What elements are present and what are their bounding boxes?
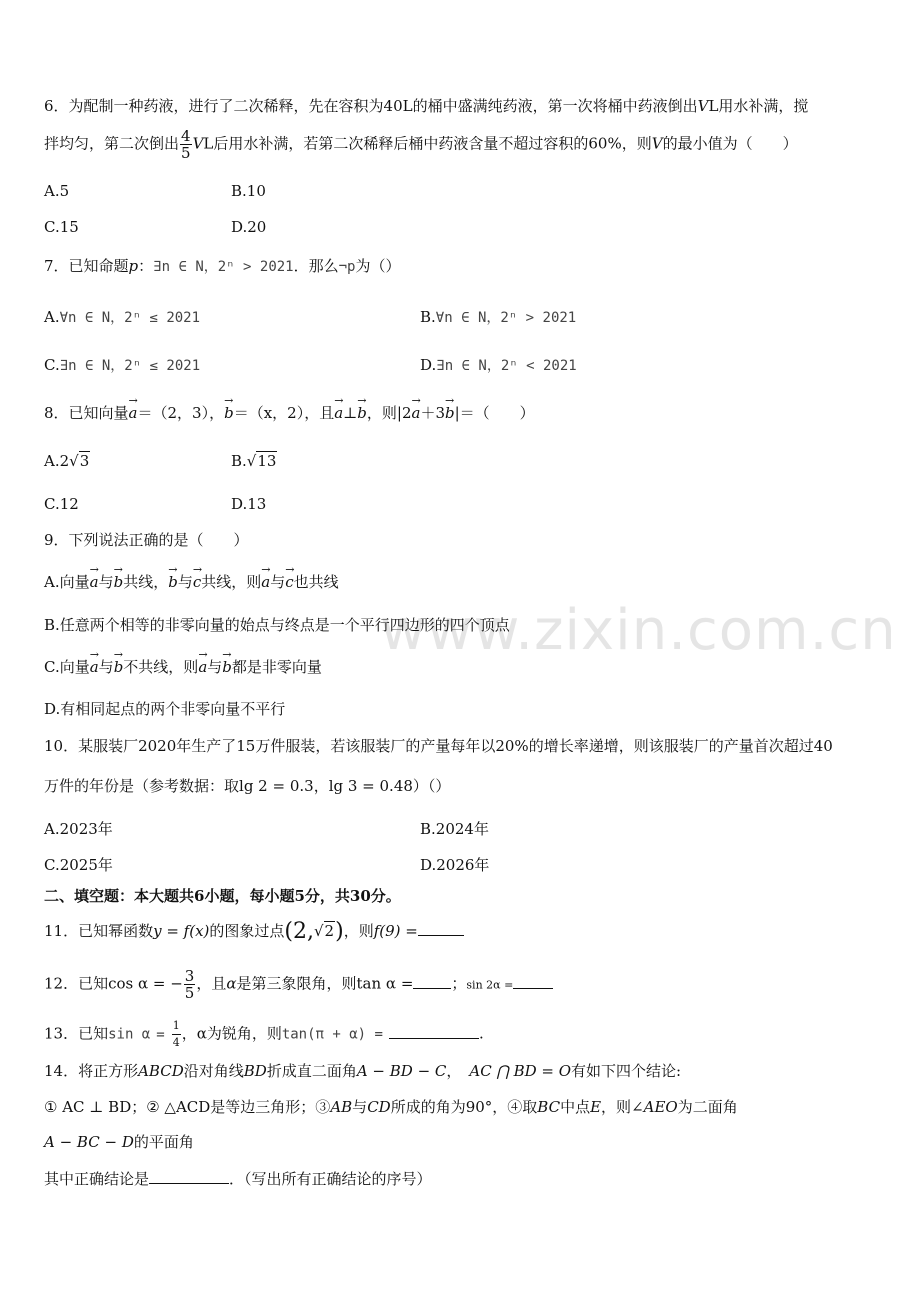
watermark: www.zixin.com.cn: [380, 598, 897, 663]
q10-option-b[interactable]: B.2024年: [420, 820, 489, 838]
q8-option-c[interactable]: C.12: [44, 495, 79, 513]
q10-option-c[interactable]: C.2025年: [44, 856, 113, 874]
q6-line1: 6．为配制一种药液，进行了二次稀释，先在容积为40L的桶中盛满纯药液，第一次将桶中药液倒出VL用水补满，搅: [44, 97, 809, 115]
q9-option-c[interactable]: C.向量→ a与→ b不共线，则→ a与→ b都是非零向量: [44, 656, 322, 678]
fraction: $\frac{1}{4}$: [172, 1019, 180, 1049]
q9-option-a[interactable]: A.向量→ a与→ b共线，→ b与→ c共线，则→ a与→ c也共线: [44, 571, 339, 593]
q10-line1: 10．某服装厂2020年生产了15万件服装，若该服装厂的产量每年以20%的增长率递增，则该服装厂的产量首次超过40: [44, 737, 833, 755]
q7-option-c[interactable]: C.∃n ∈ N，2ⁿ ≤ 2021: [44, 356, 201, 374]
answer-blank[interactable]: [513, 988, 553, 989]
q8-option-d[interactable]: D.13: [231, 495, 267, 513]
q8-option-b[interactable]: B.√13: [231, 452, 277, 470]
q10-line2: 万件的年份是（参考数据：取lg 2 = 0.3，lg 3 = 0.48）（）: [44, 777, 451, 795]
q6-option-d[interactable]: D.20: [231, 218, 267, 236]
q10-option-d[interactable]: D.2026年: [420, 856, 490, 874]
q8-stem: 8．已知向量→ a＝（2，3），→ b＝（x，2），且→ a⊥→ b，则|2→ a＋3→ b|＝（ ）: [44, 402, 535, 424]
q7-option-d[interactable]: D.∃n ∈ N，2ⁿ < 2021: [420, 356, 577, 374]
q7-option-a[interactable]: A.∀n ∈ N，2ⁿ ≤ 2021: [44, 308, 201, 326]
fraction: $\frac{4}{5}$: [181, 127, 191, 162]
q13-stem: 13．已知sin α = $\frac{1}{4}$ ，α为锐角，则tan(π + α) = .: [44, 1019, 484, 1049]
q8-option-a[interactable]: A.2√3: [44, 452, 90, 470]
q14-line4: 其中正确结论是 ．（写出所有正确结论的序号）: [44, 1170, 432, 1188]
q6-option-b[interactable]: B.10: [231, 182, 266, 200]
q12-stem: 12．已知cos α = − $\frac{3}{5}$ ，且α是第三象限角，则tan α = ；sin 2α =: [44, 968, 553, 1001]
answer-blank[interactable]: [149, 1183, 229, 1184]
section-heading: 二、填空题：本大题共6小题，每小题5分，共30分。: [44, 887, 401, 905]
q9-stem: 9．下列说法正确的是（ ）: [44, 531, 249, 549]
q7-option-b[interactable]: B.∀n ∈ N，2ⁿ > 2021: [420, 308, 577, 326]
q14-line2: ① AC ⊥ BD；② △ACD是等边三角形；③AB与CD所成的角为90°，④取BC中点E，则∠AEO为二面角: [44, 1098, 738, 1116]
answer-blank[interactable]: [418, 935, 464, 936]
q7-stem: 7．已知命题p：∃n ∈ N，2ⁿ > 2021．那么¬p为（）: [44, 257, 401, 275]
answer-blank[interactable]: [389, 1038, 479, 1039]
q14-line1: 14．将正方形ABCD沿对角线BD折成直二面角A − BD − C， AC ⋂ BD = O有如下四个结论:: [44, 1062, 682, 1080]
q6-option-a[interactable]: A.5: [44, 182, 70, 200]
q9-option-b[interactable]: B.任意两个相等的非零向量的始点与终点是一个平行四边形的四个顶点: [44, 616, 510, 634]
q11-stem: 11．已知幂函数y = f(x)的图象过点(2,√2)，则f(9) =: [44, 920, 464, 943]
fraction: $\frac{3}{5}$: [184, 967, 195, 1002]
q6-line2: 拌均匀，第二次倒出 $\frac{4}{5}$ VL后用水补满，若第二次稀释后桶中药液含量不超过容积的60%，则V的最小值为（ ）: [44, 127, 798, 162]
q10-option-a[interactable]: A.2023年: [44, 820, 113, 838]
q6-option-c[interactable]: C.15: [44, 218, 79, 236]
answer-blank[interactable]: [413, 988, 451, 989]
q9-option-d[interactable]: D.有相同起点的两个非零向量不平行: [44, 700, 286, 718]
q14-line3: A − BC − D的平面角: [44, 1133, 194, 1151]
